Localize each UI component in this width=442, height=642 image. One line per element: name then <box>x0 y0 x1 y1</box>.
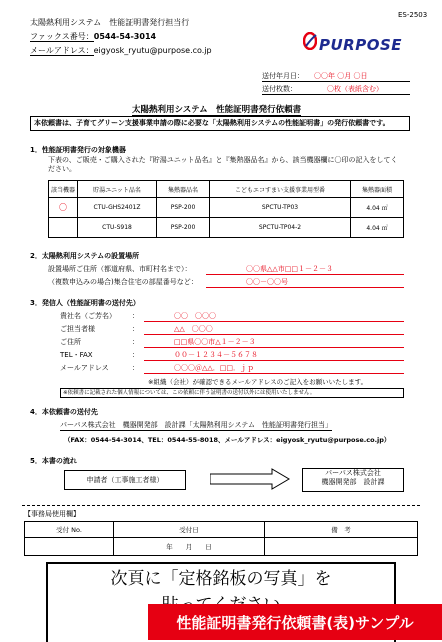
table-cell: CTU-GHS2401Z <box>78 198 157 218</box>
sec2-heading: 2．太陽熱利用システムの設置場所 <box>30 252 140 260</box>
table-cell: SPCTU-TP04-2 <box>210 218 351 238</box>
table-cell: CTU-S918 <box>78 218 157 238</box>
brand-name: PURPOSE <box>319 36 403 54</box>
office-table <box>24 521 418 556</box>
sec1-desc: 下表の、ご販売・ご購入された『貯湯ユニット品名』と『集熱器品名』から、該当機器欄に〇印の記入をしてください。 <box>48 156 398 173</box>
table-row <box>49 198 404 218</box>
colon: ： <box>132 312 139 320</box>
flow-to-box <box>302 468 404 492</box>
field-label: ご住所 <box>60 338 81 346</box>
fax-label: ファックス番号： <box>30 32 94 41</box>
field-label: TEL・FAX <box>60 351 93 359</box>
table-header: 貯湯ユニット品名 <box>78 181 157 198</box>
office-cell[interactable] <box>265 538 418 556</box>
field-label: メールアドレス <box>60 364 109 372</box>
sec2-addr-label: 設置場所ご住所（都道府県、市町村名まで）： <box>48 265 192 273</box>
table-header: 該当機器 <box>49 181 78 198</box>
table-cell: PSP-200 <box>157 198 210 218</box>
flow-to-line1: パーパス株式会社 <box>325 469 381 477</box>
email-value: eigyosk_ryutu@purpose.co.jp <box>93 46 212 55</box>
sec5-heading: 5．本書の流れ <box>30 457 77 465</box>
divider <box>22 505 420 506</box>
email-field[interactable]: 〇〇〇＠△△．□□．ｊｐ <box>144 364 404 374</box>
intro-box: 本依頼書は、子育てグリーン支援事業申請の際に必要な「太陽熱利用システムの性能証明書」の発行依頼書です。 <box>30 116 410 131</box>
sec3-heading: 3．発信人（性能証明書の送付先） <box>30 299 140 307</box>
table-row <box>49 218 404 238</box>
tel-fax-field[interactable]: ００－１２３４－５６７８ <box>144 351 404 361</box>
sec3-note1: ※組織（会社）が確認できるメールアドレスのご記入をお願いいたします。 <box>148 378 368 386</box>
select-mark[interactable] <box>49 218 78 238</box>
table-cell: 4.04 ㎡ <box>351 198 404 218</box>
office-date-cell[interactable]: 年 月 日 <box>114 538 265 556</box>
table-header: こどもエコすまい支援事業用型番 <box>210 181 351 198</box>
sec4-line1: パーパス株式会社 機器開発部 設計課「太陽熱利用システム 性能証明書発行担当」 <box>60 421 332 429</box>
colon: ： <box>132 351 139 359</box>
flow-arrow-icon <box>210 468 290 490</box>
send-pages-value: 〇枚（表紙含む） <box>327 85 383 93</box>
field-label: 貴社名（ご芳名） <box>60 312 116 320</box>
sec1-heading: 1．性能証明書発行の対象機器 <box>30 146 126 154</box>
install-address-field[interactable]: 〇〇県△△市□□１－２－３ <box>206 265 404 275</box>
table-header: 集熱器面積 <box>351 181 404 198</box>
purpose-logo-icon <box>303 32 317 50</box>
office-col-header: 受付日 <box>114 522 265 538</box>
page-title: 太陽熱利用システム 性能証明書発行依頼書 <box>132 105 302 115</box>
address-field[interactable]: □□県〇〇市△１－２－３ <box>144 338 404 348</box>
table-cell: SPCTU-TP03 <box>210 198 351 218</box>
fax-number: 0544-54-3014 <box>93 32 157 41</box>
fax-line <box>30 32 156 42</box>
select-mark[interactable]: 〇 <box>49 198 78 218</box>
send-pages-label: 送付枚数： <box>262 85 297 93</box>
field-label: ご担当者様 <box>60 325 95 333</box>
flow-to-line2: 機器開発部 設計課 <box>321 478 385 486</box>
colon: ： <box>132 338 139 346</box>
table-header: 集熱器品名 <box>157 181 210 198</box>
to-line: 太陽熱利用システム 性能証明書発行担当行 <box>30 18 190 27</box>
sec2-room-label: （複数申込みの場合)集合住宅の部屋番号など： <box>48 278 198 286</box>
contact-person-field[interactable]: △△ 〇〇〇 <box>144 325 404 335</box>
send-date <box>262 72 410 82</box>
sec4-heading: 4．本依頼書の送付先 <box>30 408 98 416</box>
office-col-header: 備 考 <box>265 522 418 538</box>
office-col-header: 受付 No. <box>25 522 114 538</box>
notice-line1: 次頁に「定格銘板の写真」を <box>110 569 332 589</box>
flow-from-box: 申請者（工事施工者様） <box>64 470 186 490</box>
company-name-field[interactable]: 〇〇 〇〇〇 <box>144 312 404 322</box>
office-cell[interactable] <box>25 538 114 556</box>
colon: ： <box>132 364 139 372</box>
email-line <box>30 46 212 56</box>
form-number: ES-2503 <box>398 11 428 19</box>
send-pages <box>262 85 410 95</box>
sec4-line2: （FAX：0544-54-3014、TEL：0544-55-8018、メールアドレス：eigyosk_ryutu@purpose.co.jp） <box>64 436 391 444</box>
colon: ： <box>132 325 139 333</box>
room-number-field[interactable]: 〇〇－〇〇号 <box>206 278 404 288</box>
sec3-note2: ※依頼書に記載された個人情報については、この依頼に伴う証明書の送付以外には使用いたしません。 <box>60 388 404 398</box>
email-label: メールアドレス： <box>30 46 94 55</box>
sample-banner: 性能証明書発行依頼書(表)サンプル <box>148 604 442 640</box>
send-date-value: 〇〇年 〇月 〇日 <box>314 72 368 80</box>
equipment-table <box>48 180 404 238</box>
office-heading: 【事務局使用欄】 <box>24 510 80 518</box>
table-header-row <box>49 181 404 198</box>
table-cell: 4.04 ㎡ <box>351 218 404 238</box>
send-date-label: 送付年月日： <box>262 72 304 80</box>
table-cell: PSP-200 <box>157 218 210 238</box>
